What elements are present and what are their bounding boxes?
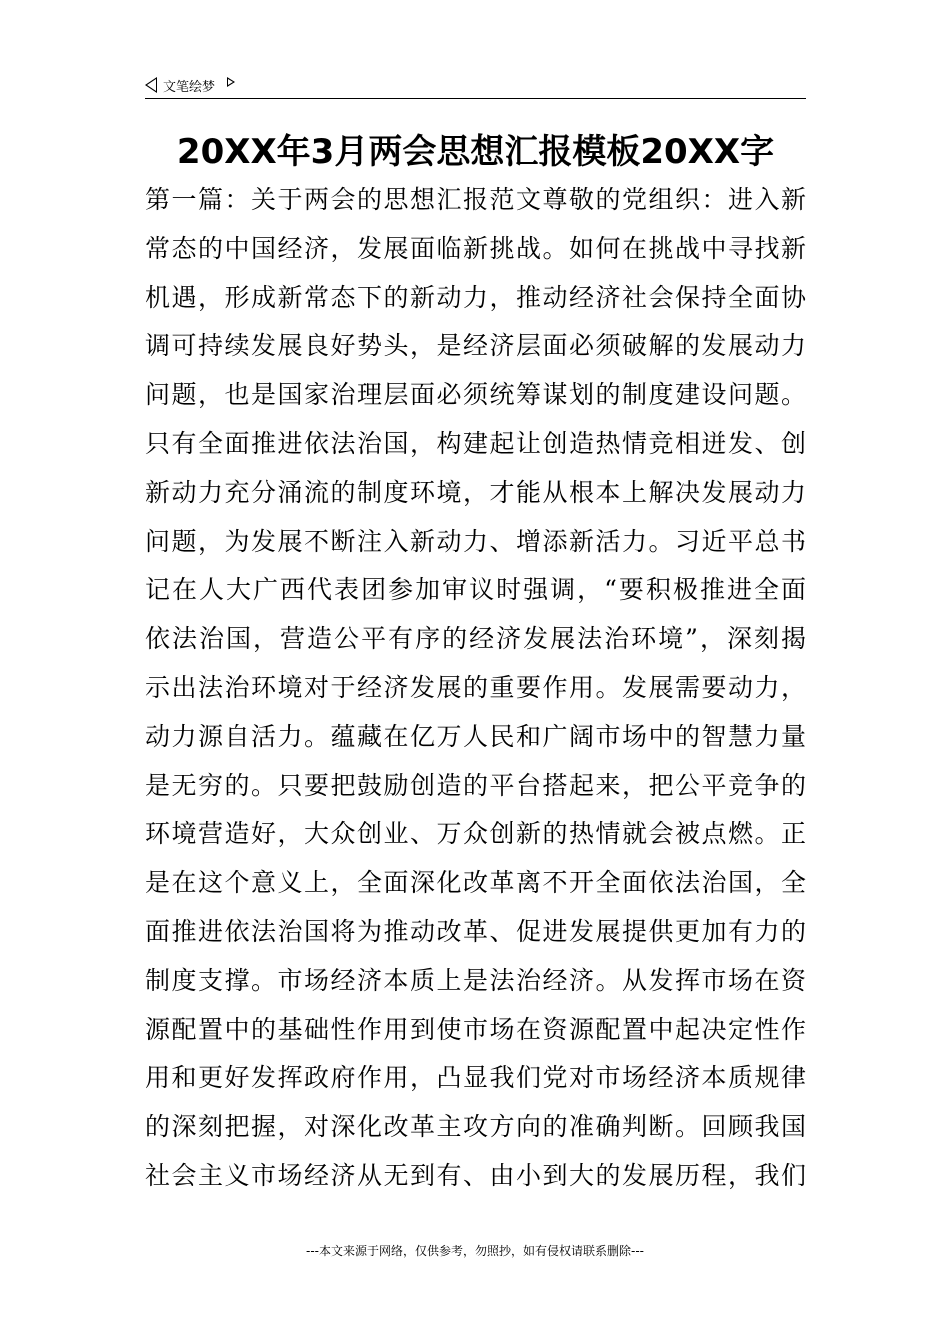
body-line: 面推进依法治国将为推动改革、促进发展提供更加有力的 (145, 916, 806, 946)
body-line: 常态的中国经济，发展面临新挑战。如何在挑战中寻找新 (145, 233, 806, 263)
body-line: 问题，也是国家治理层面必须统筹谋划的制度建设问题。 (145, 380, 806, 410)
header-text: 文笔绘梦 (163, 79, 216, 95)
body-line: 第一篇：关于两会的思想汇报范文尊敬的党组织：进入新 (145, 185, 806, 214)
body-line: 依法治国，营造公平有序的经济发展法治环境”，深刻揭 (145, 624, 806, 654)
body-line: 只有全面推进依法治国，构建起让创造热情竞相迸发、创 (145, 428, 806, 458)
body-line: 记在人大广西代表团参加审议时强调，“要积极推进全面 (145, 575, 806, 605)
body-line: 问题，为发展不断注入新动力、增添新活力。习近平总书 (145, 526, 806, 556)
body-line: 的深刻把握，对深化改革主攻方向的准确判断。回顾我国 (145, 1112, 806, 1142)
document-title: 20XX年3月两会思想汇报模板20XX字 (176, 132, 775, 172)
body-line: 是在这个意义上，全面深化改革离不开全面依法治国，全 (145, 868, 806, 898)
body-line: 制度支撑。市场经济本质上是法治经济。从发挥市场在资 (145, 965, 806, 995)
triangle-left-icon (145, 77, 157, 93)
body-line: 社会主义市场经济从无到有、由小到大的发展历程，我们 (145, 1160, 806, 1190)
body-line: 环境营造好，大众创业、万众创新的热情就会被点燃。正 (145, 819, 806, 849)
triangle-right-icon (227, 77, 235, 87)
body-line: 源配置中的基础性作用到使市场在资源配置中起决定性作 (145, 1014, 806, 1044)
body-line: 是无穷的。只要把鼓励创造的平台搭起来，把公平竞争的 (145, 770, 806, 800)
header-rule (145, 98, 806, 99)
page-footer: ---本文来源于网络，仅供参考，勿照抄，如有侵权请联系删除--- (306, 1244, 644, 1258)
document-body (145, 176, 806, 1201)
body-line: 动力源自活力。蕴藏在亿万人民和广阔市场中的智慧力量 (145, 721, 806, 751)
body-line: 机遇，形成新常态下的新动力，推动经济社会保持全面协 (145, 282, 806, 312)
body-line: 示出法治环境对于经济发展的重要作用。发展需要动力， (145, 672, 806, 702)
page-header (145, 74, 235, 96)
body-line: 调可持续发展良好势头，是经济层面必须破解的发展动力 (145, 331, 806, 361)
body-line: 新动力充分涌流的制度环境，才能从根本上解决发展动力 (145, 477, 806, 507)
body-line: 用和更好发挥政府作用，凸显我们党对市场经济本质规律 (145, 1063, 806, 1093)
